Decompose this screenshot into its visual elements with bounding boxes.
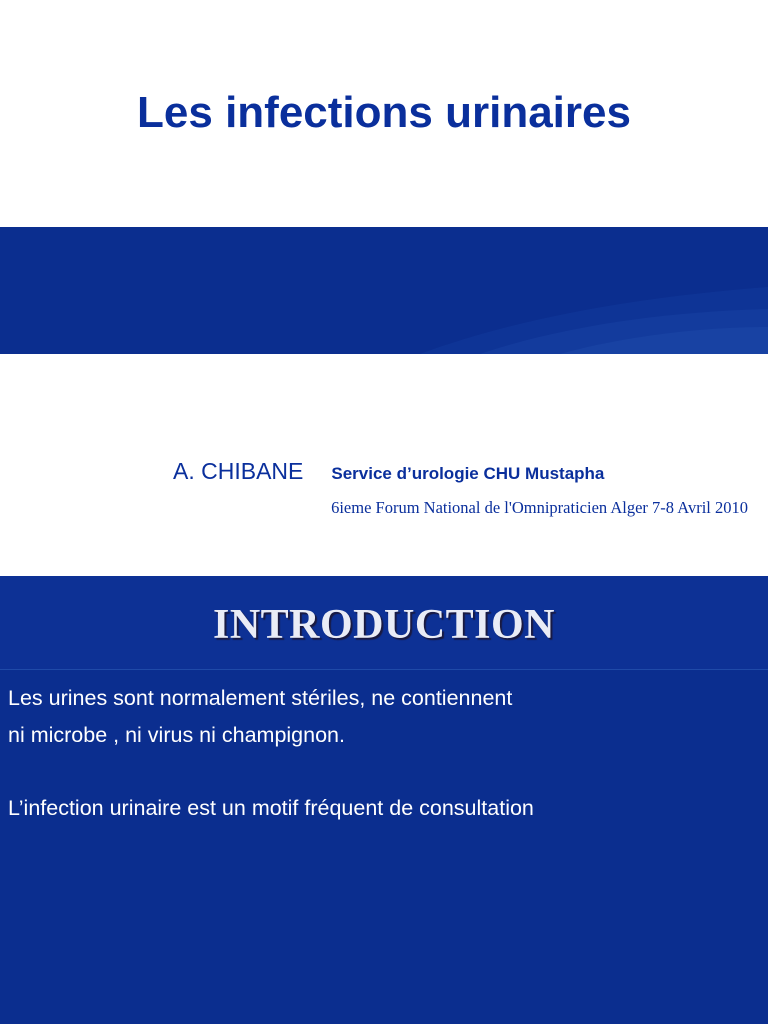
swoosh-decoration [0,227,768,354]
paragraph-sterile-urine [8,680,512,754]
paragraph-consultation: L’infection urinaire est un motif fréquent de consultation [8,796,534,820]
header-divider [0,669,768,670]
author-line [173,458,604,485]
author-name: A. CHIBANE [173,458,304,484]
slide-title: Les infections urinaires [137,88,631,137]
paragraph-line: ni microbe , ni virus ni champignon. [8,723,345,747]
paragraph-line: Les urines sont normalement stériles, ne contiennent [8,686,513,710]
introduction-slide [0,576,768,1024]
author-service: Service d’urologie CHU Mustapha [331,464,605,483]
decorative-blue-band [0,227,768,354]
section-title: INTRODUCTION [212,602,556,648]
forum-line: 6ieme Forum National de l'Omnipraticien Alger 7-8 Avril 2010 [331,498,748,517]
